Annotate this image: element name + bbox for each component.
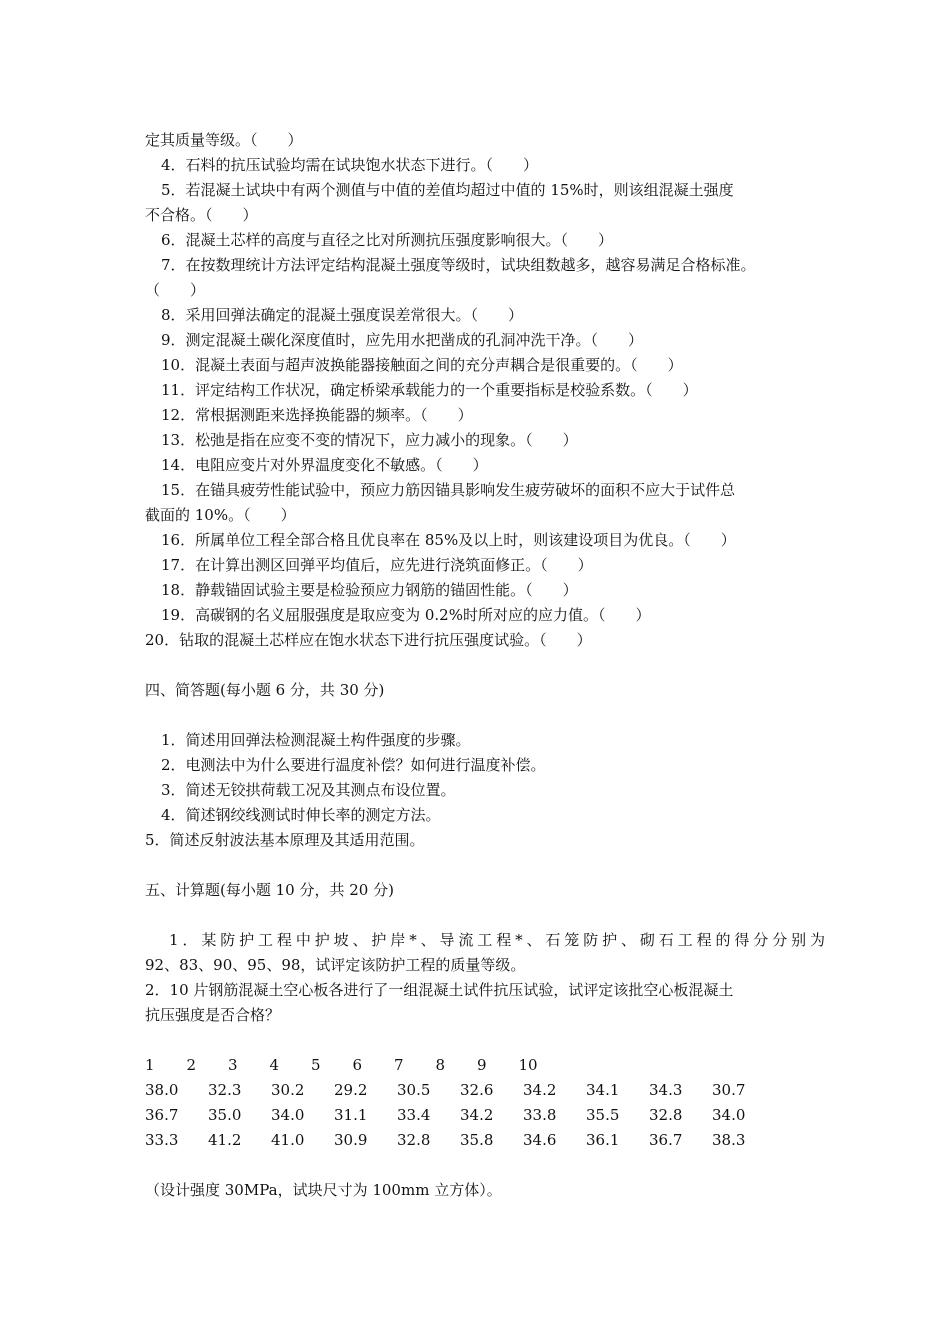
- question-line: 7．在按数理统计方法评定结构混凝土强度等级时，试块组数越多，越容易满足合格标准。: [161, 256, 756, 274]
- spacer: [145, 653, 825, 678]
- table-header-cell: 3: [228, 1056, 238, 1074]
- question-line: 8．采用回弹法确定的混凝土强度误差常很大。（ ）: [161, 306, 524, 324]
- table-row: [145, 1103, 825, 1128]
- table-header-cell: 1: [145, 1056, 155, 1074]
- table-cell: 35.8: [460, 1131, 494, 1149]
- table-cell: 34.2: [460, 1106, 494, 1124]
- true-false-questions: [145, 128, 825, 653]
- table-header-cell: 8: [435, 1056, 446, 1074]
- table-body: [145, 1078, 825, 1153]
- question-line: 定其质量等级。（ ）: [145, 131, 303, 149]
- short-answer-item: 4．简述钢绞线测试时伸长率的测定方法。: [161, 806, 441, 824]
- question-line: 15．在锚具疲劳性能试验中，预应力筋因锚具影响发生疲劳破坏的面积不应大于试件总: [161, 481, 736, 499]
- table-header-cell: 10: [518, 1056, 538, 1074]
- table-cell: 34.0: [271, 1106, 305, 1124]
- table-cell: 33.4: [397, 1106, 431, 1124]
- table-cell: 30.2: [271, 1081, 305, 1099]
- question-line: 18．静载锚固试验主要是检验预应力钢筋的锚固性能。（ ）: [161, 581, 578, 599]
- page-content: [145, 128, 825, 1203]
- question-line: 19．高碳钢的名义屈服强度是取应变为 0.2%时所对应的应力值。（ ）: [161, 606, 651, 624]
- table-cell: 41.2: [208, 1131, 242, 1149]
- section-5-heading: 五、计算题(每小题 10 分，共 20 分): [145, 881, 394, 899]
- question-line: 截面的 10%。（ ）: [145, 506, 296, 524]
- spacer: [145, 703, 825, 728]
- table-cell: 32.3: [208, 1081, 242, 1099]
- question-line: 11．评定结构工作状况，确定桥梁承载能力的一个重要指标是校验系数。（ ）: [161, 381, 698, 399]
- table-cell: 36.1: [586, 1131, 620, 1149]
- table-cell: 34.1: [586, 1081, 620, 1099]
- calc-question-2-line-1: 2．10 片钢筋混凝土空心板各进行了一组混凝土试件抗压试验，试评定该批空心板混凝土: [145, 981, 734, 999]
- short-answer-item: 5．简述反射波法基本原理及其适用范围。: [145, 831, 425, 849]
- section-4-heading: 四、简答题(每小题 6 分，共 30 分): [145, 681, 385, 699]
- spacer: [145, 1028, 825, 1053]
- table-cell: 30.9: [334, 1131, 368, 1149]
- question-line: 12．常根据测距来选择换能器的频率。（ ）: [161, 406, 473, 424]
- table-cell: 33.8: [523, 1106, 557, 1124]
- question-line: 17．在计算出测区回弹平均值后，应先进行浇筑面修正。（ ）: [161, 556, 593, 574]
- question-line: 9．测定混凝土碳化深度值时，应先用水把凿成的孔洞冲洗干净。（ ）: [161, 331, 644, 349]
- table-cell: 32.8: [649, 1106, 683, 1124]
- table-cell: 32.6: [460, 1081, 494, 1099]
- table-header-cell: 2: [186, 1056, 197, 1074]
- question-line: 不合格。（ ）: [145, 206, 258, 224]
- table-row: [145, 1078, 825, 1103]
- table-row: [145, 1128, 825, 1153]
- table-cell: 34.3: [649, 1081, 683, 1099]
- short-answer-questions: [145, 728, 825, 853]
- table-cell: 38.0: [145, 1081, 179, 1099]
- table-header-cell: 6: [352, 1056, 363, 1074]
- table-cell: 34.0: [712, 1106, 746, 1124]
- design-strength-note: （设计强度 30MPa，试块尺寸为 100mm 立方体）。: [145, 1181, 502, 1199]
- calc-question-1-line-1: 1．某防护工程中护坡、护岸*、导流工程*、石笼防护、砌石工程的得分分别为: [169, 931, 825, 949]
- table-header-cell: 9: [477, 1056, 487, 1074]
- question-line: 5．若混凝土试块中有两个测值与中值的差值均超过中值的 15%时，则该组混凝土强度: [161, 181, 734, 199]
- question-line: 16．所属单位工程全部合格且优良率在 85%及以上时，则该建设项目为优良。（ ）: [161, 531, 736, 549]
- question-line: （ ）: [145, 281, 206, 299]
- table-header-row: [145, 1053, 825, 1078]
- table-cell: 36.7: [649, 1131, 683, 1149]
- spacer: [145, 903, 825, 928]
- calc-question-2-line-2: 抗压强度是否合格？: [145, 1006, 281, 1024]
- table-cell: 35.0: [208, 1106, 242, 1124]
- short-answer-item: 2．电测法中为什么要进行温度补偿？如何进行温度补偿。: [161, 756, 546, 774]
- table-cell: 33.3: [145, 1131, 179, 1149]
- short-answer-item: 3．简述无铰拱荷载工况及其测点布设位置。: [161, 781, 456, 799]
- table-cell: 34.2: [523, 1081, 557, 1099]
- question-line: 6．混凝土芯样的高度与直径之比对所测抗压强度影响很大。（ ）: [161, 231, 614, 249]
- table-header-cell: 7: [394, 1056, 404, 1074]
- table-cell: 30.5: [397, 1081, 431, 1099]
- question-line: 13．松弛是指在应变不变的情况下，应力减小的现象。（ ）: [161, 431, 578, 449]
- short-answer-item: 1．简述用回弹法检测混凝土构件强度的步骤。: [161, 731, 471, 749]
- table-cell: 35.5: [586, 1106, 620, 1124]
- table-cell: 29.2: [334, 1081, 368, 1099]
- table-cell: 30.7: [712, 1081, 746, 1099]
- table-header-cell: 4: [269, 1056, 280, 1074]
- table-cell: 31.1: [334, 1106, 368, 1124]
- question-line: 10．混凝土表面与超声波换能器接触面之间的充分声耦合是很重要的。（ ）: [161, 356, 683, 374]
- table-cell: 32.8: [397, 1131, 431, 1149]
- question-line: 4．石料的抗压试验均需在试块饱水状态下进行。（ ）: [161, 156, 539, 174]
- question-line: 20．钻取的混凝土芯样应在饱水状态下进行抗压强度试验。（ ）: [145, 631, 592, 649]
- spacer: [145, 853, 825, 878]
- question-line: 14．电阻应变片对外界温度变化不敏感。（ ）: [161, 456, 488, 474]
- table-cell: 34.6: [523, 1131, 557, 1149]
- strength-table: [145, 1053, 825, 1153]
- calc-question-1-line-2: 92、83、90、95、98，试评定该防护工程的质量等级。: [145, 956, 526, 974]
- table-cell: 41.0: [271, 1131, 305, 1149]
- spacer: [145, 1153, 825, 1178]
- table-cell: 36.7: [145, 1106, 179, 1124]
- table-cell: 38.3: [712, 1131, 746, 1149]
- table-header-cell: 5: [311, 1056, 321, 1074]
